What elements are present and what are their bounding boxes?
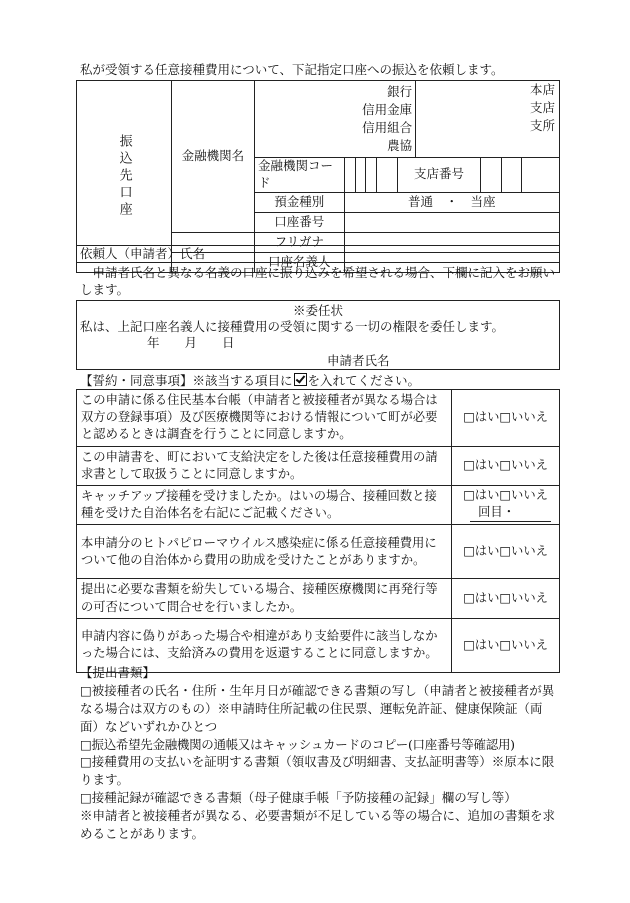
branch-type-shisho: 支所 xyxy=(529,118,555,134)
branch-type-cell xyxy=(416,81,560,158)
yes-no-checkboxes[interactable]: □はい□いいえ xyxy=(452,579,560,618)
agreement-question: 本申請分のヒトパピローマウイルス感染症に係る任意接種費用について他の自治体から費用の助成を受けたことがありますか。 xyxy=(77,525,452,579)
intro-text: 私が受領する任意接種費用について、下記指定口座への振込を依頼します。 xyxy=(80,62,504,77)
institution-type-cell xyxy=(254,81,415,158)
agreement-question: キャッチアップ接種を受けましたか。はいの場合、接種回数と接種を受けた自治体名を右記にご記載ください。 xyxy=(77,486,452,525)
requester-name-label: 依頼人（申請者）氏名 xyxy=(80,246,206,261)
proxy-title: ※委任状 xyxy=(292,303,343,318)
branch-digit-3[interactable] xyxy=(522,158,560,193)
proxy-box xyxy=(76,300,560,370)
inst-code-digit-1[interactable] xyxy=(344,158,355,193)
document-item: □接種費用の支払いを証明する書類（領収書及び明細書、支払証明書等）※原本に限ります。 xyxy=(80,754,555,788)
yes-no-checkboxes[interactable]: □はい□いいえ xyxy=(452,390,560,447)
branch-digit-1[interactable] xyxy=(481,158,501,193)
institution-code-label: 金融機関コード xyxy=(254,158,344,193)
checkbox-checked-icon xyxy=(294,373,307,386)
deposit-type-options[interactable]: 普通 ・ 当座 xyxy=(344,192,559,212)
inst-type-bank: 銀行 xyxy=(387,83,413,99)
inst-code-digit-3[interactable] xyxy=(366,158,377,193)
agreement-question: 申請内容に偽りがあった場合や相違があり支給要件に該当しなかった場合には、支給済みの費用を返還することに同意しますか。 xyxy=(77,618,452,672)
agreement-question: この申請書を、町において支給決定をした後は任意接種費用の請求書として取扱うことに同意しますか。 xyxy=(77,446,452,485)
account-number-field[interactable] xyxy=(344,212,559,232)
document-item: □振込希望先金融機関の通帳又はキャッシュカードのコピー(口座番号等確認用) xyxy=(80,736,515,752)
inst-type-kumiai: 信用組合 xyxy=(362,120,413,135)
yes-no-checkboxes[interactable]: □はい□いいえ xyxy=(463,487,548,502)
document-item: □被接種者の氏名・住所・生年月日が確認できる書類の写し（申請者と被接種者が異なる場合は双方のもの）※申請時住所記載の住民票、運転免許証、健康保険証（両面）などいずれかひとつ xyxy=(80,682,555,734)
institution-name-label: 金融機関名 xyxy=(171,81,254,233)
branch-number-label: 支店番号 xyxy=(397,158,480,193)
inst-code-digit-2[interactable] xyxy=(355,158,366,193)
different-name-note: 申請者氏名と異なる名義の口座に振り込みを希望される場合、下欄に記入をお願いします。 xyxy=(80,265,556,297)
agreement-question: 提出に必要な書類を紛失している場合、接種医療機関に再発行等の可否について問合せを行いましたか。 xyxy=(77,579,452,618)
account-number-label: 口座番号 xyxy=(254,212,344,232)
proxy-text: 私は、上記口座名義人に接種費用の受領に関する一切の権限を委任します。 xyxy=(80,319,505,334)
documents-section xyxy=(80,664,560,843)
deposit-type-label: 預金種別 xyxy=(254,192,344,212)
proxy-applicant-label: 申請者氏名 xyxy=(327,353,390,368)
account-holder-label: 口座名義人 xyxy=(254,252,344,272)
inst-type-shinkin: 信用金庫 xyxy=(362,101,413,117)
yes-no-checkboxes[interactable]: □はい□いいえ xyxy=(452,525,560,579)
bank-account-table xyxy=(76,80,560,273)
agreement-question: この申請に係る住民基本台帳（申請者と被接種者が異なる場合は双方の登録事項）及び医療機関等における情報について町が必要と認めるときは調査を行うことに同意しますか。 xyxy=(77,390,452,447)
document-item: □接種記録が確認できる書類（母子健康手帳「予防接種の記録」欄の写し等） xyxy=(80,790,517,806)
transfer-account-side-label: 振込先口座 xyxy=(77,81,172,273)
agreement-heading: 【誓約・同意事項】※該当する項目に を入れてください。 xyxy=(80,373,421,388)
inst-type-nokyo: 農協 xyxy=(387,138,413,154)
agreement-table xyxy=(76,389,560,673)
requester-name-row[interactable] xyxy=(76,245,560,263)
documents-heading: 【提出書類】 xyxy=(80,665,156,680)
yes-no-checkboxes[interactable]: □はい□いいえ xyxy=(452,446,560,485)
yes-no-checkboxes[interactable]: □はい□いいえ xyxy=(452,618,560,672)
documents-note: ※申請者と被接種者が異なる、必要書類が不足している等の場合に、追加の書類を求めることがあります。 xyxy=(80,808,556,841)
furigana-label: フリガナ xyxy=(254,232,344,252)
branch-digit-2[interactable] xyxy=(501,158,521,193)
branch-type-shiten: 支店 xyxy=(529,100,555,116)
proxy-date[interactable]: 年 月 日 xyxy=(147,335,235,350)
catchup-count-field[interactable]: 回目・ xyxy=(470,504,551,522)
branch-type-honten: 本店 xyxy=(529,82,555,97)
inst-code-digit-4[interactable] xyxy=(377,158,397,193)
